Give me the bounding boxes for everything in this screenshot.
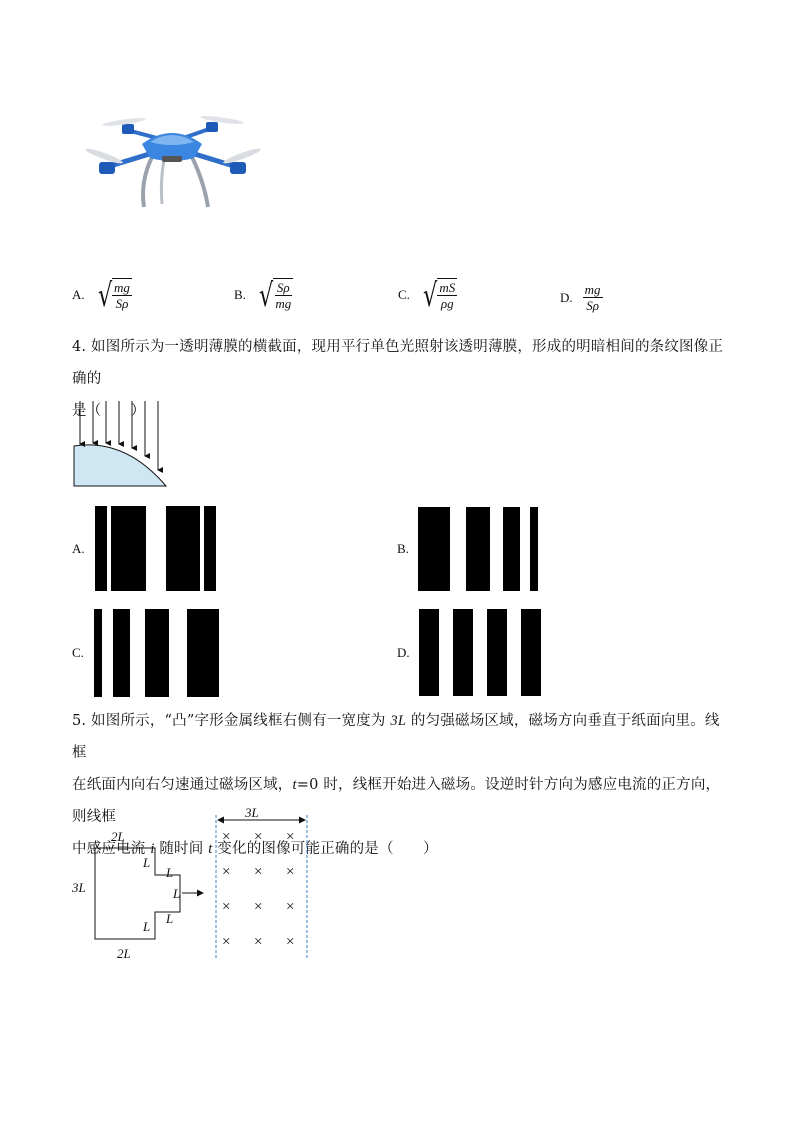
q4-option-a-label[interactable]: A. — [72, 541, 85, 556]
option-b[interactable]: B. √ $\frac{S\rho}{mg}$ — [234, 275, 292, 314]
question-5-text: 5. 如图所示，“凸”字形金属线框右侧有一宽度为 3L 的匀强磁场区域，磁场方向垂直于纸面向里。线框 在纸面内向右匀速通过磁场区域，t=0 时，线框开始进入磁场。设逆时针方向为感应电流的正方向，则线框 中感应电流 i 随时间 t 变化的图像可能正确的是（ ） — [72, 713, 721, 857]
step-label-4: L — [166, 911, 174, 926]
field-cross: × — [222, 829, 231, 845]
thin-film-figure — [70, 398, 175, 490]
field-cross: × — [286, 899, 295, 915]
field-cross: × — [286, 934, 295, 950]
step-label-5: L — [143, 919, 151, 934]
field-cross: × — [254, 899, 263, 915]
q4-option-b-label[interactable]: B. — [397, 541, 409, 556]
frame-bottom-label: 2L — [117, 946, 131, 961]
field-cross: × — [222, 864, 231, 880]
field-cross: × — [254, 864, 263, 880]
field-cross: × — [254, 829, 263, 845]
step-label-1: L — [143, 855, 151, 870]
field-width-label: 3L — [245, 805, 259, 820]
frame-top-label: 2L — [111, 829, 125, 844]
step-label-3: L — [173, 886, 181, 901]
drone-illustration — [82, 112, 267, 212]
step-label-2: L — [166, 865, 174, 880]
option-a[interactable]: A. √ $\frac{mg}{S\rho}$ — [72, 275, 130, 314]
q4-option-c-label[interactable]: C. — [72, 645, 84, 660]
field-cross: × — [222, 899, 231, 915]
field-cross: × — [286, 864, 295, 880]
question-4-text: 4. 如图所示为一透明薄膜的横截面，现用平行单色光照射该透明薄膜，形成的明暗相间的条纹图像正确的 是（ ） — [72, 339, 724, 419]
option-letter: A. — [72, 286, 85, 302]
option-letter: C. — [398, 286, 410, 302]
q4-option-d-label[interactable]: D. — [397, 645, 410, 660]
frame-and-field-figure — [60, 805, 320, 970]
option-c[interactable]: C. √ $\frac{mS}{\rho g}$ — [398, 275, 456, 314]
field-cross: × — [222, 934, 231, 950]
field-cross: × — [286, 829, 295, 845]
frame-left-label: 3L — [72, 880, 86, 895]
option-letter: B. — [234, 286, 246, 302]
option-letter: D. — [560, 289, 573, 305]
field-cross: × — [254, 934, 263, 950]
option-d[interactable]: D. $\frac{mg}{S\rho}$ — [560, 282, 601, 313]
